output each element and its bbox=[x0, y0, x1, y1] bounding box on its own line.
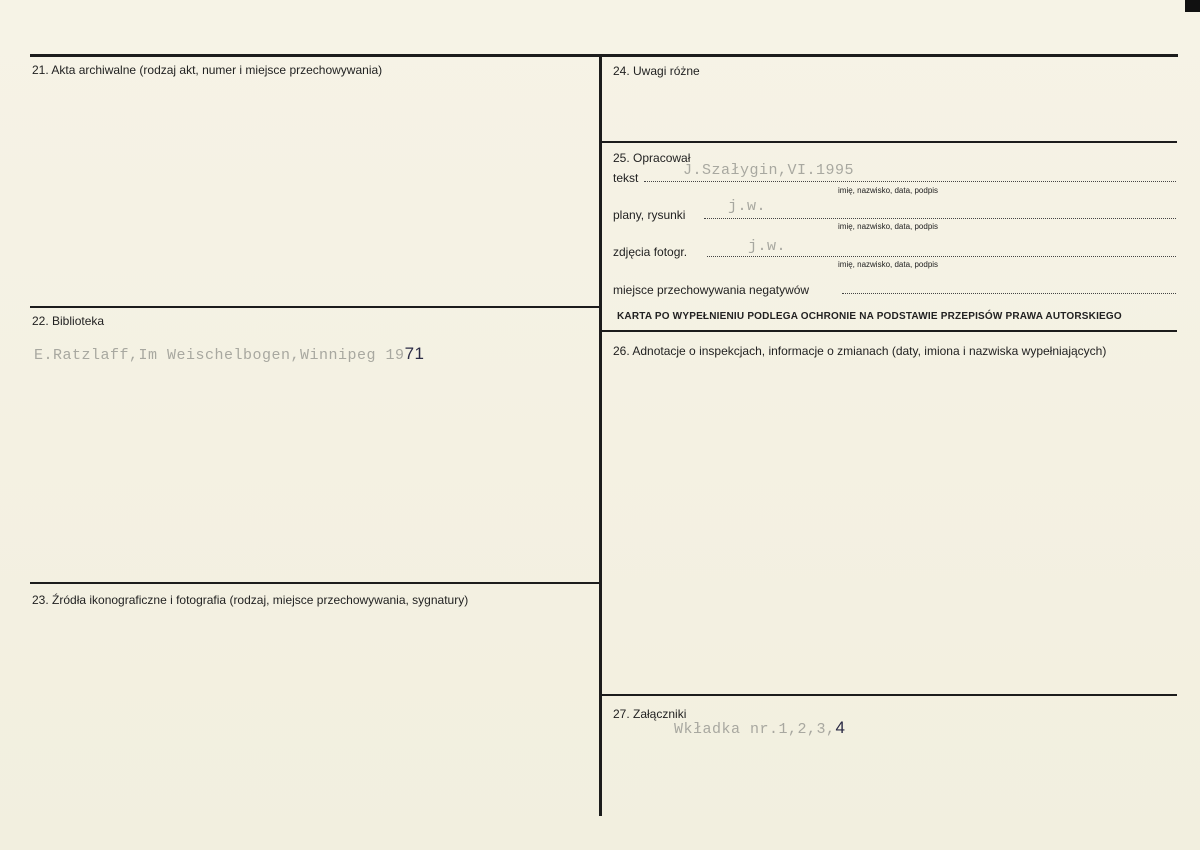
top-rule bbox=[30, 54, 1178, 57]
section-26-label: 26. Adnotacje o inspekcjach, informacje o zmianach (daty, imiona i nazwiska wypełniających) bbox=[613, 344, 1107, 358]
section-24-label: 24. Uwagi różne bbox=[613, 64, 700, 78]
plany-dotted-line bbox=[704, 218, 1176, 219]
zdjecia-value: j.w. bbox=[748, 238, 787, 255]
rule-22-23 bbox=[30, 582, 600, 584]
section-21-label: 21. Akta archiwalne (rodzaj akt, numer i miejsce przechowywania) bbox=[32, 63, 383, 77]
zdjecia-caption: imię, nazwisko, data, podpis bbox=[838, 260, 939, 269]
negatywy-dotted-line bbox=[842, 293, 1176, 294]
library-typed-text: E.Ratzlaff,Im Weischelbogen,Winnipeg 19 bbox=[34, 347, 405, 364]
library-handwritten-year: 71 bbox=[404, 344, 425, 363]
zdjecia-label: zdjęcia fotogr. bbox=[613, 245, 688, 259]
zdjecia-dotted-line bbox=[707, 256, 1176, 257]
section-27-typed-entry bbox=[674, 718, 846, 738]
scan-edge bbox=[1185, 0, 1200, 12]
section-25-label: 25. Opracował bbox=[613, 151, 691, 165]
negatywy-label: miejsce przechowywania negatywów bbox=[613, 283, 810, 297]
rule-26-27 bbox=[601, 694, 1177, 696]
tekst-label: tekst bbox=[613, 171, 639, 185]
section-22-typed-entry bbox=[34, 344, 424, 364]
section-23-label: 23. Źródła ikonograficzne i fotografia (rodzaj, miejsce przechowywania, sygnatury) bbox=[32, 593, 469, 607]
section-27-label: 27. Załączniki bbox=[613, 707, 687, 721]
tekst-value: J.Szałygin,VI.1995 bbox=[683, 162, 855, 179]
section-22-label: 22. Biblioteka bbox=[32, 314, 105, 328]
copyright-notice: KARTA PO WYPEŁNIENIU PODLEGA OCHRONIE NA PODSTAWIE PRZEPISÓW PRAWA AUTORSKIEGO bbox=[617, 311, 1122, 322]
rule-21-22 bbox=[30, 306, 600, 308]
rule-24-25 bbox=[601, 141, 1177, 143]
center-divider bbox=[599, 56, 602, 816]
attachments-typed-text: Wkładka nr.1,2,3, bbox=[674, 721, 836, 738]
tekst-caption: imię, nazwisko, data, podpis bbox=[838, 186, 939, 195]
tekst-dotted-line bbox=[644, 181, 1176, 182]
plany-value: j.w. bbox=[728, 198, 767, 215]
attachments-handwritten-number: 4 bbox=[835, 718, 846, 737]
plany-label: plany, rysunki bbox=[613, 208, 686, 222]
rule-25-26 bbox=[601, 330, 1177, 332]
plany-caption: imię, nazwisko, data, podpis bbox=[838, 222, 939, 231]
